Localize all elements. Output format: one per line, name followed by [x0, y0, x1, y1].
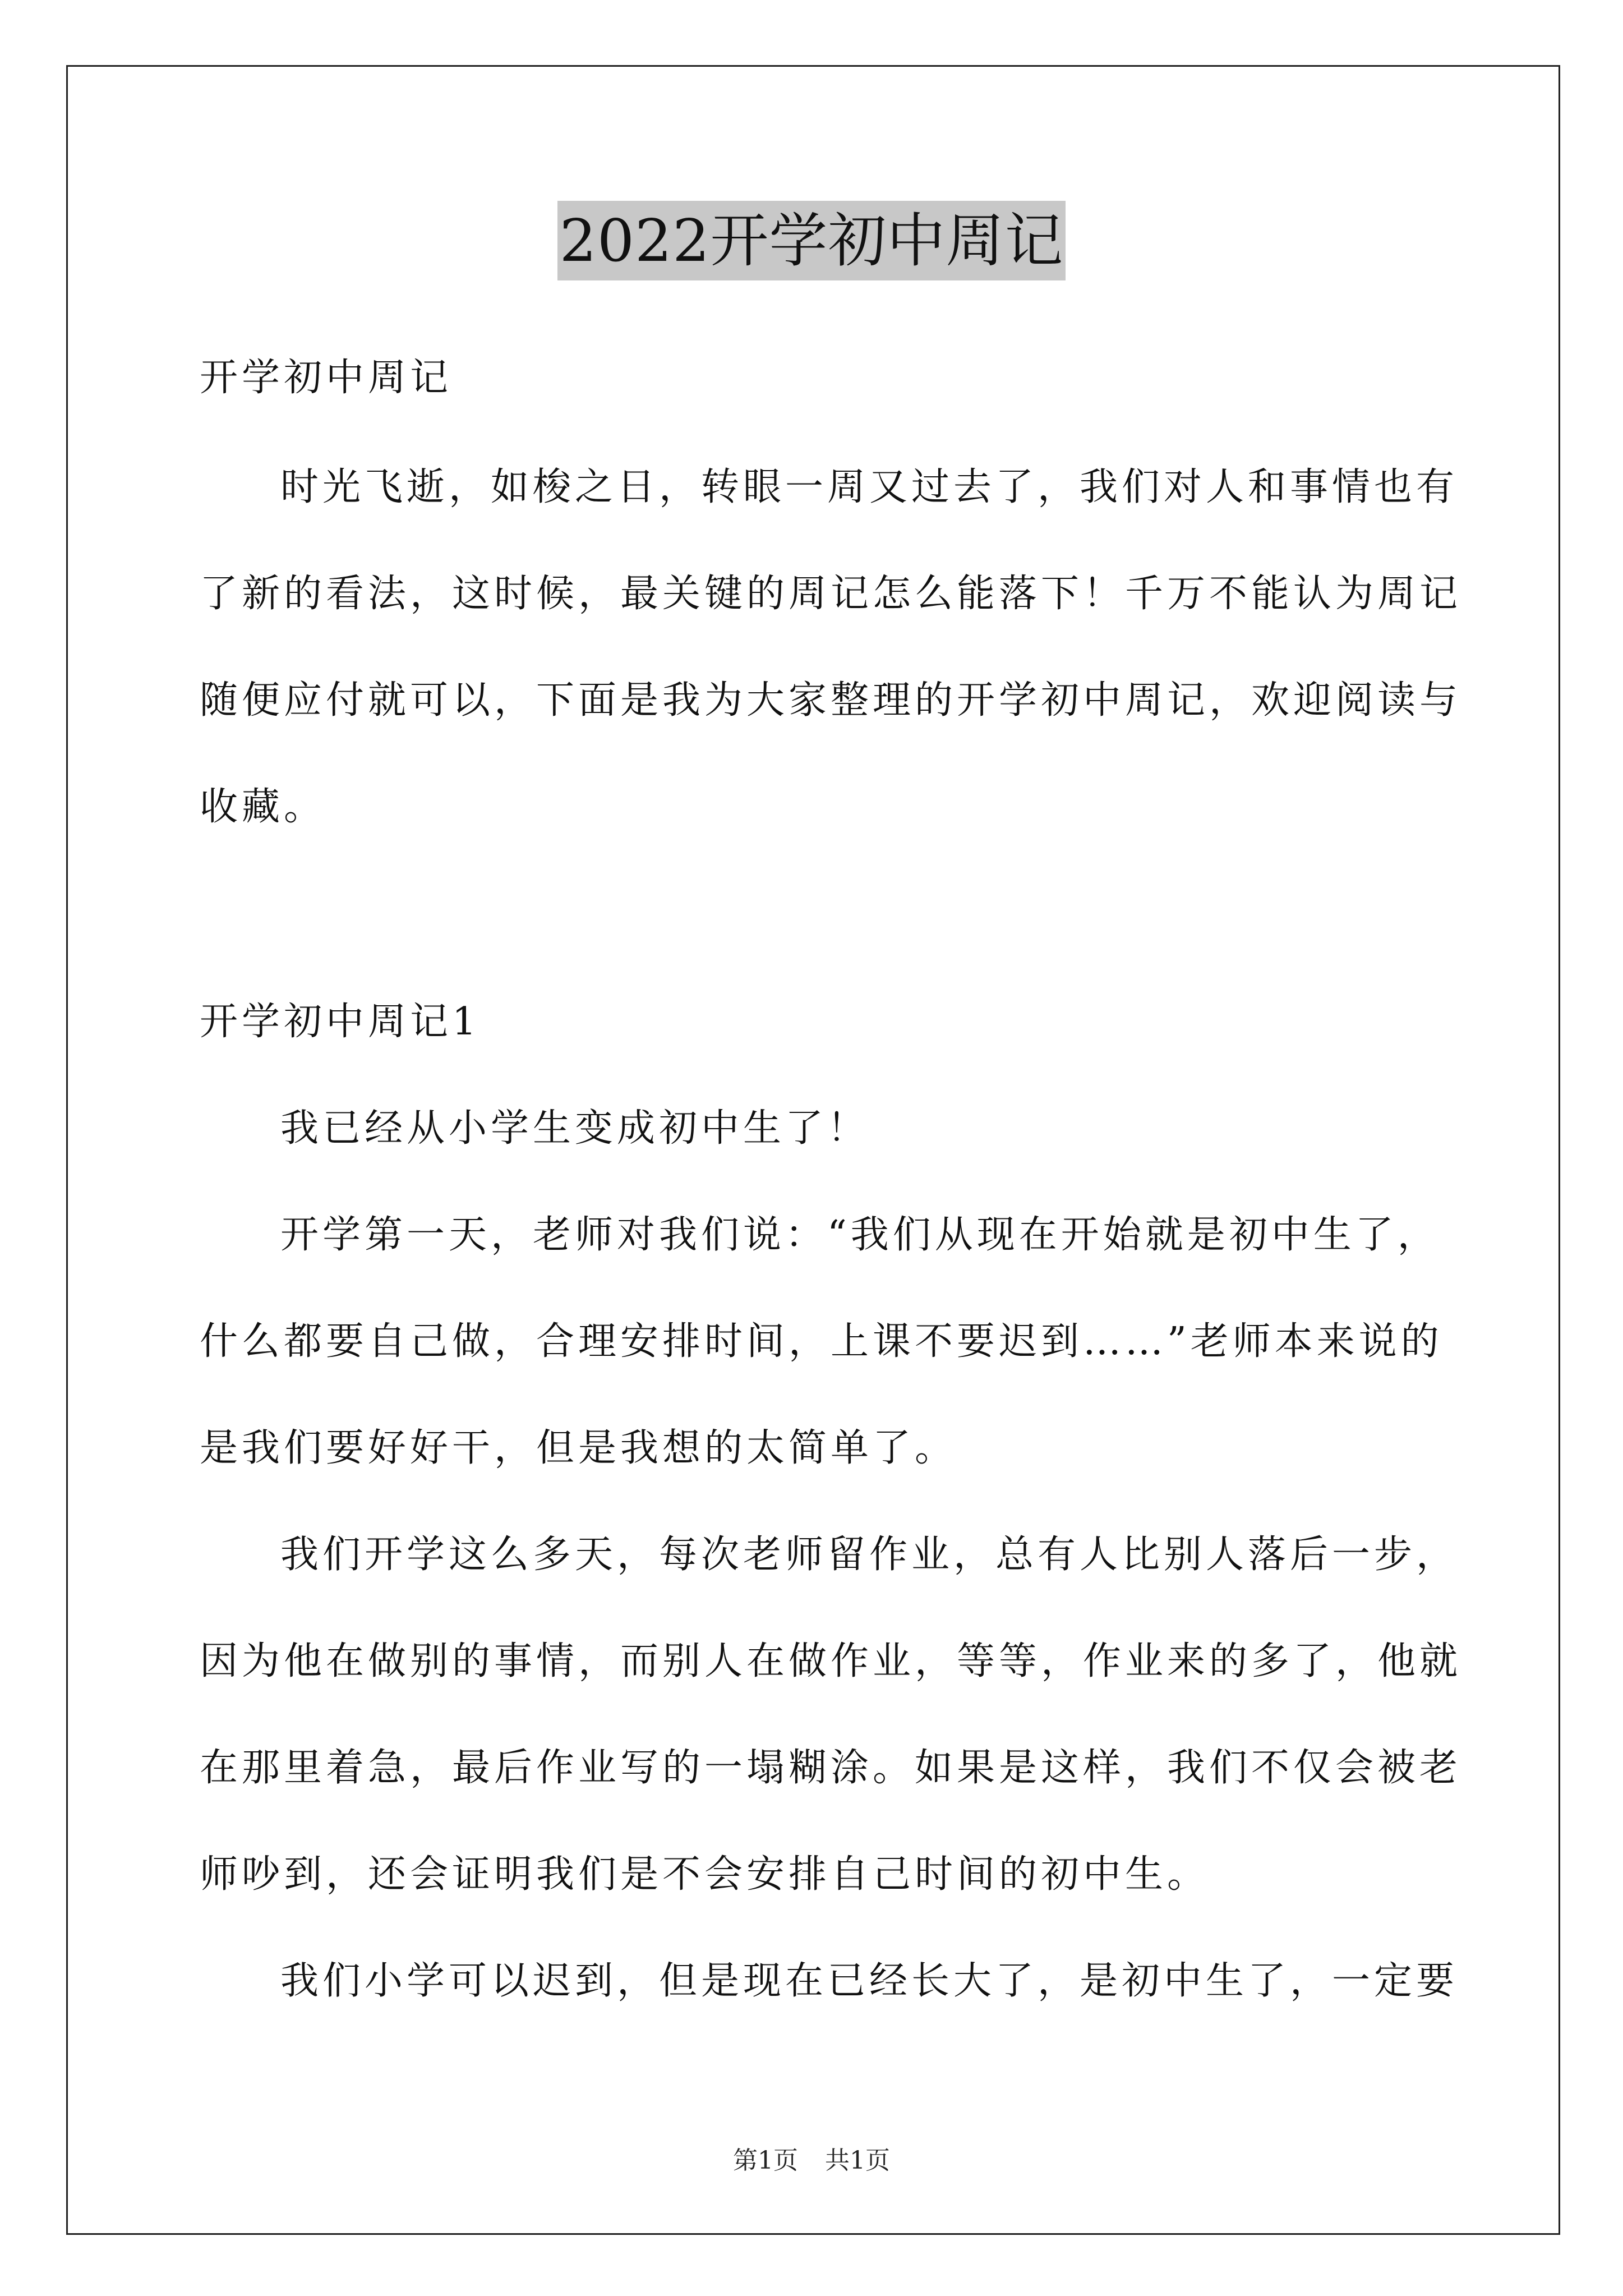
- page-footer: [0, 2144, 1623, 2178]
- paragraph-line: 我们开学这么多天，每次老师留作业，总有人比别人落后一步，: [280, 1533, 1459, 1577]
- paragraph-line: 了新的看法，这时候，最关键的周记怎么能落下！千万不能认为周记: [200, 572, 1462, 616]
- page-total: 共1页: [825, 2146, 890, 2175]
- paragraph-line: 开学第一天，老师对我们说：“我们从现在开始就是初中生了，: [280, 1213, 1440, 1257]
- paragraph-line: 我已经从小学生变成初中生了！: [280, 1106, 870, 1151]
- paragraph-line: 师吵到，还会证明我们是不会安排自己时间的初中生。: [200, 1852, 1210, 1897]
- paragraph-line: 在那里着急，最后作业写的一塌糊涂。如果是这样，我们不仅会被老: [200, 1746, 1462, 1790]
- paragraph-line: 随便应付就可以，下面是我为大家整理的开学初中周记，欢迎阅读与: [200, 678, 1462, 723]
- paragraph-line: 是我们要好好干，但是我想的太简单了。: [200, 1426, 957, 1470]
- section-heading: 开学初中周记1: [200, 1000, 481, 1044]
- document-title: 2022开学初中周记: [557, 201, 1066, 280]
- paragraph-line: 时光飞逝，如梭之日，转眼一周又过去了，我们对人和事情也有: [280, 465, 1459, 509]
- paragraph-line: 收藏。: [200, 785, 326, 829]
- paragraph-line: 因为他在做别的事情，而别人在做作业，等等，作业来的多了，他就: [200, 1639, 1462, 1683]
- section-heading: 开学初中周记: [200, 356, 453, 400]
- page-number: 第1页: [733, 2146, 798, 2175]
- paragraph-line: 我们小学可以迟到，但是现在已经长大了，是初中生了，一定要: [280, 1959, 1459, 2003]
- title-container: [0, 201, 1623, 280]
- paragraph-line: 什么都要自己做，合理安排时间，上课不要迟到……”老师本来说的: [200, 1319, 1443, 1364]
